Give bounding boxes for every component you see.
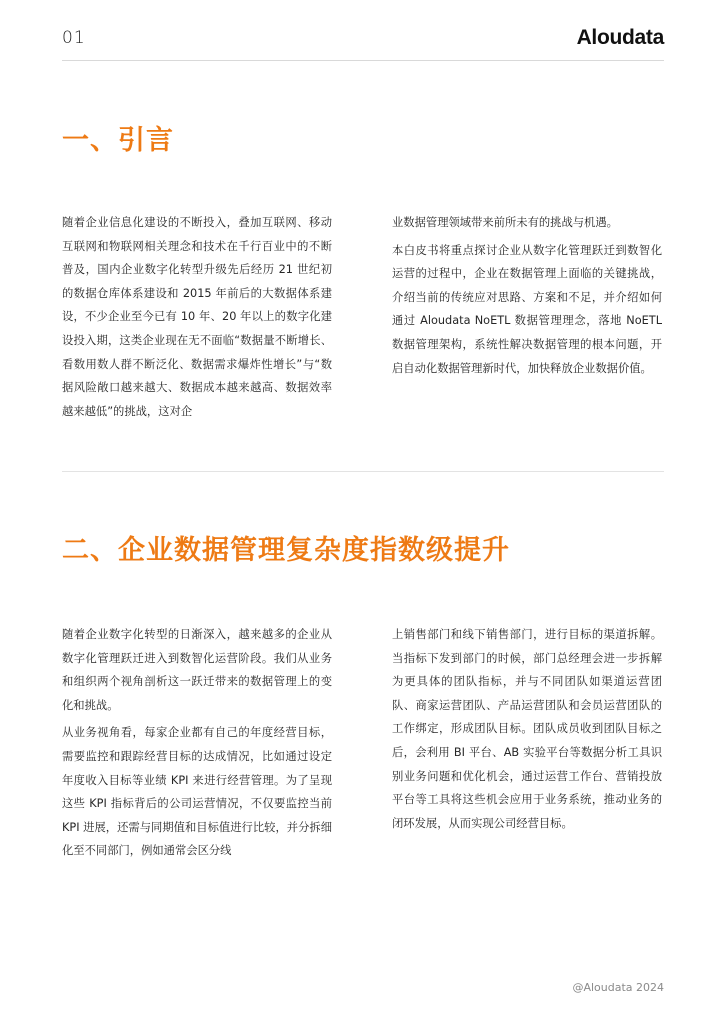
paragraph: 随着企业信息化建设的不断投入，叠加互联网、移动互联网和物联网相关理念和技术在千行百业中的不断普及，国内企业数字化转型升级先后经历 21 世纪初的数据仓库体系建设和 2015 年前后的大数据体系建设，不少企业至今已有 10 年、20 年以上的数字化建设投入期，这类企业现在无不面临“数据量不断增长、看数用数人群不断泛化、数据需求爆炸性增长”与“数据风险敞口越来越大、数据成本越来越高、数据效率越来越低”的挑战，这对企 — [62, 216, 332, 418]
section-2-right-column — [392, 623, 662, 839]
paragraph: 本白皮书将重点探讨企业从数字化管理跃迁到数智化运营的过程中，企业在数据管理上面临的关键挑战，介绍当前的传统应对思路、方案和不足，并介绍如何通过 Aloudata NoETL 数据管理理念，落地 NoETL 数据管理架构，系统性解决数据管理的根本问题，开启自动化数据管理新时代，加快释放企业数据价值。 — [392, 243, 662, 375]
paragraph: 上销售部门和线下销售部门，进行目标的渠道拆解。当指标下发到部门的时候，部门总经理会进一步拆解为更具体的团队指标，并与不同团队如渠道运营团队、商家运营团队、产品运营团队和会员运营团队的工作绑定，形成团队目标。团队成员收到团队目标之后，会利用 BI 平台、AB 实验平台等数据分析工具识别业务问题和优化机会，通过运营工作台、营销投放平台等工具将这些机会应用于业务系统，推动业务的闭环发展，从而实现公司经营目标。 — [392, 628, 662, 830]
section-heading-introduction: 一、引言 — [62, 125, 174, 156]
paragraph: 业数据管理领域带来前所未有的挑战与机遇。 — [392, 216, 618, 229]
section-1-left-column — [62, 211, 332, 427]
section-1-right-column — [392, 211, 662, 384]
section-heading-complexity: 二、企业数据管理复杂度指数级提升 — [62, 535, 510, 566]
copyright-footer: @Aloudata 2024 — [572, 981, 664, 994]
header-divider — [62, 60, 664, 61]
brand-logo: Aloudata — [576, 26, 664, 49]
page-number: 01 — [62, 28, 86, 48]
section-divider — [62, 471, 664, 472]
paragraph: 随着企业数字化转型的日渐深入，越来越多的企业从数字化管理跃迁进入到数智化运营阶段。我们从业务和组织两个视角剖析这一跃迁带来的数据管理上的变化和挑战。 — [62, 628, 332, 712]
paragraph: 从业务视角看，每家企业都有自己的年度经营目标，需要监控和跟踪经营目标的达成情况，比如通过设定年度收入目标等业绩 KPI 来进行经营管理。为了呈现这些 KPI 指标背后的公司运营情况，不仅要监控当前 KPI 进展，还需与同期值和目标值进行比较，并分拆细化至不同部门，例如通常会区分线 — [62, 726, 332, 858]
section-2-left-column — [62, 623, 332, 867]
